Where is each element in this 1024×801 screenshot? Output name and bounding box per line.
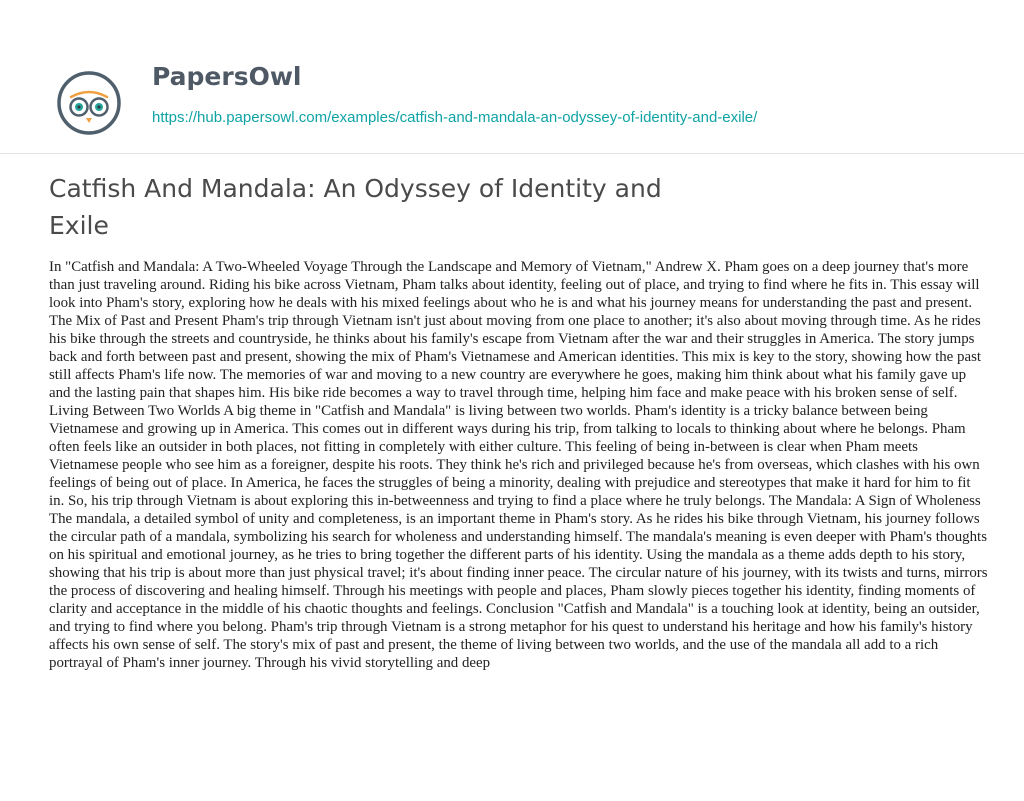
article-body: In "Catfish and Mandala: A Two-Wheeled Voyage Through the Landscape and Memory of Vietnam," Andrew X. Pham goes on a deep journey that's more than just traveling around. Riding his bike across Vietnam, Pham talks about identity, feeling out of place, and trying to find where he fits in. This essay will look into Pham's story, exploring how he deals with his mixed feelings about who he is and what his journey means for understanding the past and present. The Mix of Past and Present Pham's trip through Vietnam isn't just about moving from one place to another; it's also about moving through time. As he rides his bike through the streets and countryside, he thinks about his family's escape from Vietnam after the war and their struggles in America. The story jumps back and forth between past and present, showing the mix of Pham's Vietnamese and American identities. This mix is key to the story, showing how the past still affects Pham's life now. The memories of war and moving to a new country are everywhere he goes, making him think about what his family gave up and the lasting pain that shapes him. His bike ride becomes a way to travel through time, helping him face and make peace with his broken sense of self. Living Between Two Worlds A big theme in "Catfish and Mandala" is living between two worlds. Pham's identity is a tricky balance between being Vietnamese and growing up in America. This comes out in different ways during his trip, from talking to locals to thinking about where he belongs. Pham often feels like an outsider in both places, not fitting in completely with either culture. This feeling of being in-between is clear when Pham meets Vietnamese people who see him as a foreigner, despite his roots. They think he's rich and privileged because he's from overseas, which clashes with his own feelings of being out of place. In America, he faces the struggles of being a minority, dealing with prejudice and stereotypes that make it hard for him to fit in. So, his trip through Vietnam is about exploring this in-betweenness and trying to find a place where he truly belongs. The Mandala: A Sign of Wholeness The mandala, a detailed symbol of unity and completeness, is an important theme in Pham's story. As he rides his bike through Vietnam, his journey follows the circular path of a mandala, symbolizing his search for wholeness and understanding himself. The mandala's meaning is even deeper with Pham's thoughts on his spiritual and emotional journey, as he tries to bring together the different parts of his identity. Using the mandala as a theme adds depth to his story, showing that his trip is about more than just physical travel; it's about finding inner peace. The circular nature of his journey, with its twists and turns, mirrors the process of discovering and healing himself. Through his meetings with people and places, Pham slowly pieces together his identity, finding moments of clarity and acceptance in the middle of his chaotic thoughts and feelings. Conclusion "Catfish and Mandala" is a touching look at identity, being an outsider, and trying to find where you belong. Pham's trip through Vietnam is a strong metaphor for his quest to understand his heritage and how his family's history affects his own sense of self. The story's mix of past and present, the theme of living between two worlds, and the use of the mandala all add to a rich portrayal of Pham's inner journey. Through his vivid storytelling and deep bbox=[49, 259, 988, 671]
brand-name[interactable]: PapersOwl bbox=[152, 62, 302, 91]
header-divider bbox=[0, 153, 1024, 154]
site-header bbox=[0, 0, 1024, 153]
owl-logo-icon[interactable] bbox=[49, 63, 129, 143]
page-url-link[interactable]: https://hub.papersowl.com/examples/catfish-and-mandala-an-odyssey-of-identity-and-exile/ bbox=[152, 109, 758, 126]
article-title: Catfish And Mandala: An Odyssey of Identity and Exile bbox=[49, 174, 662, 240]
